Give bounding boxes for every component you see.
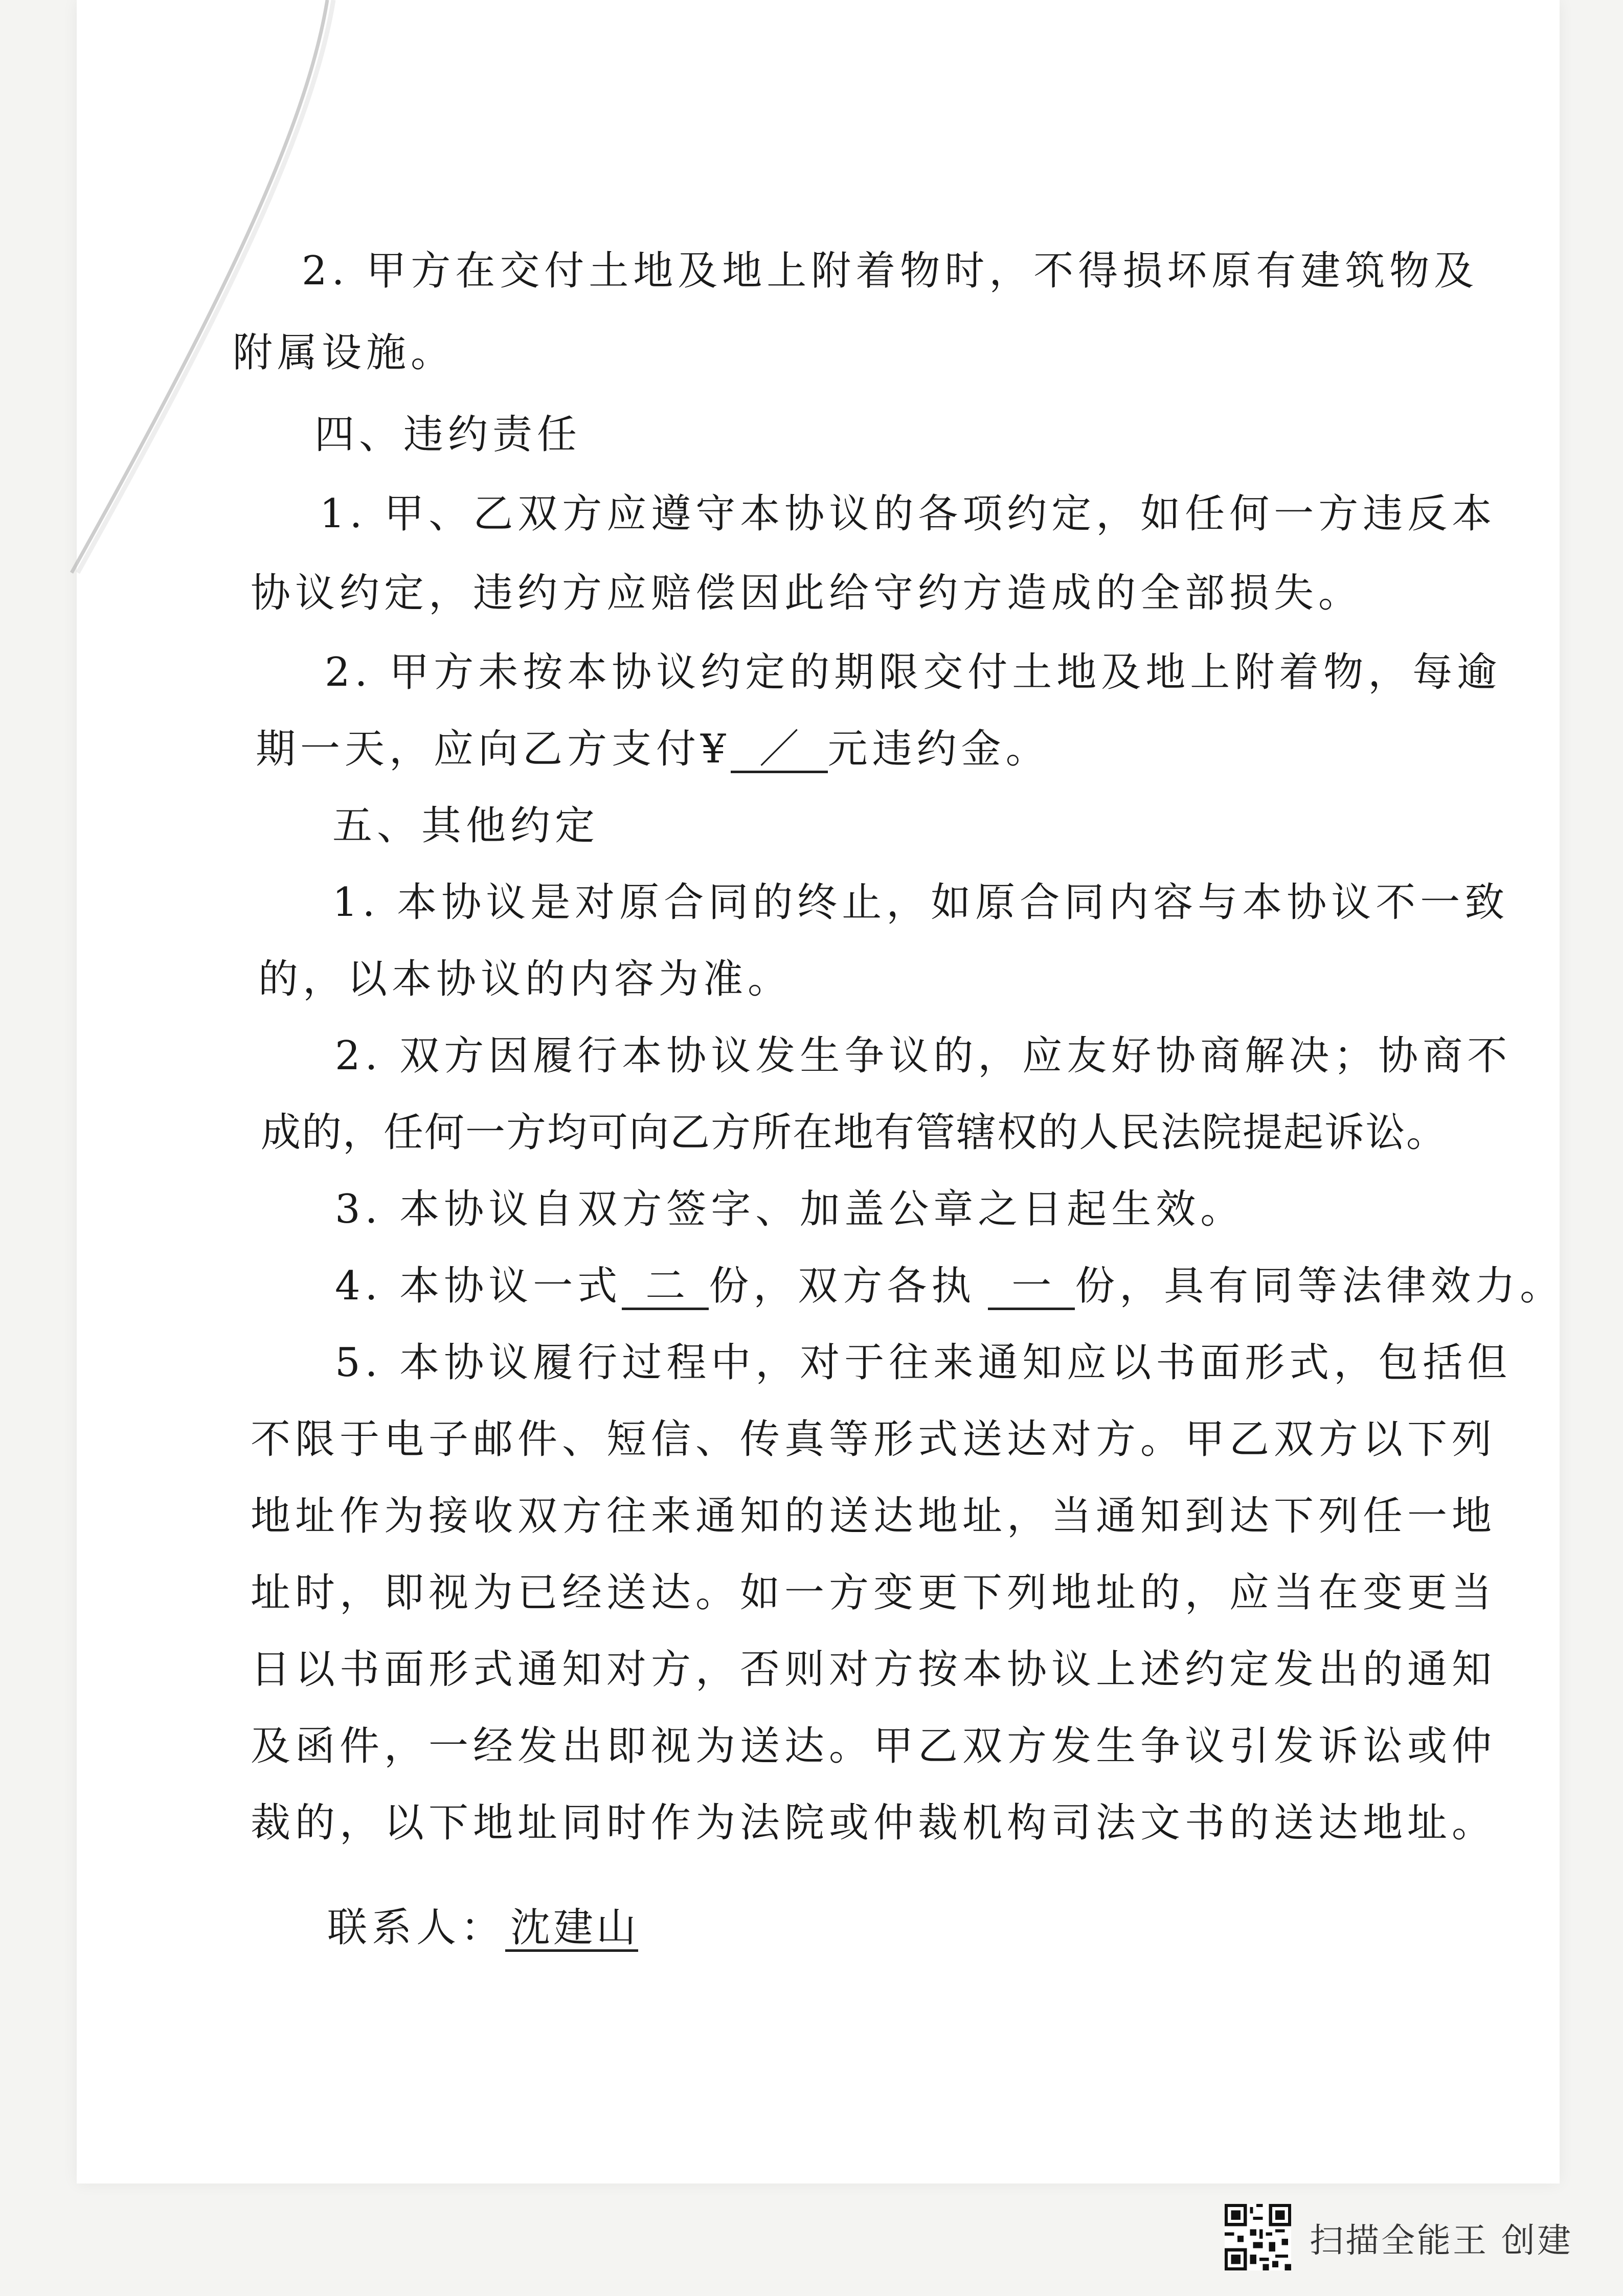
contact-name: 沈建山: [505, 1906, 638, 1952]
contact-line: [327, 1902, 638, 1953]
copies-middle: 份，双方各执: [709, 1263, 976, 1309]
clause-4-2-line-2: 附属设施。: [233, 330, 456, 376]
clause-4-2-line-1: 2. 甲方在交付土地及地上附着物时，不得损坏原有建筑物及: [302, 248, 1479, 294]
watermark-text: 扫描全能王 创建: [1310, 2220, 1573, 2260]
clause-other-5-line-3: 地址作为接收双方往来通知的送达地址，当通知到达下列任一地: [251, 1493, 1497, 1539]
clause-other-5-line-2: 不限于电子邮件、短信、传真等形式送达对方。甲乙双方以下列: [251, 1416, 1497, 1462]
scanner-watermark: [1225, 2201, 1573, 2273]
clause-breach-1-line-2: 协议约定，违约方应赔偿因此给守约方造成的全部损失。: [251, 570, 1363, 616]
contact-label: 联系人：: [327, 1905, 506, 1951]
penalty-amount-blank: ／: [731, 728, 828, 773]
clause-other-5-line-1: 5. 本协议履行过程中，对于往来通知应以书面形式，包括但: [335, 1340, 1512, 1386]
clause-other-1-line-1: 1. 本协议是对原合同的终止，如原合同内容与本协议不一致: [332, 880, 1509, 926]
copies-prefix: 4. 本协议一式: [335, 1263, 622, 1309]
clause-other-2-line-2: 成的，任何一方均可向乙方所在地有管辖权的人民法院提起诉讼。: [261, 1110, 1448, 1156]
section-heading-other: 五、其他约定: [332, 803, 600, 849]
clause-other-5-line-4: 址时，即视为已经送达。如一方变更下列地址的，应当在变更当: [251, 1570, 1497, 1616]
clause-other-5-line-6: 及函件，一经发出即视为送达。甲乙双方发生争议引发诉讼或仲: [251, 1723, 1497, 1769]
section-heading-breach: 四、违约责任: [314, 412, 582, 458]
clause-other-5-line-7: 裁的，以下地址同时作为法院或仲裁机构司法文书的送达地址。: [251, 1800, 1497, 1846]
penalty-prefix: 期一天，应向乙方支付¥: [256, 726, 731, 772]
clause-other-3: 3. 本协议自双方签字、加盖公章之日起生效。: [335, 1186, 1245, 1232]
clause-breach-2-line-2: [256, 724, 1050, 775]
clause-breach-1-line-1: 1. 甲、乙双方应遵守本协议的各项约定，如任何一方违反本: [320, 491, 1497, 537]
qr-code-icon: [1225, 2204, 1291, 2270]
clause-other-5-line-5: 日以书面形式通知对方，否则对方按本协议上述约定发出的通知: [251, 1647, 1497, 1693]
clause-breach-2-line-1: 2. 甲方未按本协议约定的期限交付土地及地上附着物，每逾: [325, 649, 1502, 695]
copies-suffix: 份，具有同等法律效力。: [1075, 1263, 1565, 1309]
total-copies-blank: 二: [622, 1265, 709, 1310]
clause-other-4: [335, 1260, 1564, 1312]
clause-other-2-line-1: 2. 双方因履行本协议发生争议的，应友好协商解决；协商不: [335, 1033, 1512, 1079]
penalty-suffix: 元违约金。: [827, 726, 1050, 772]
clause-other-1-line-2: 的，以本协议的内容为准。: [258, 956, 793, 1002]
each-copies-blank: 一: [988, 1265, 1075, 1310]
